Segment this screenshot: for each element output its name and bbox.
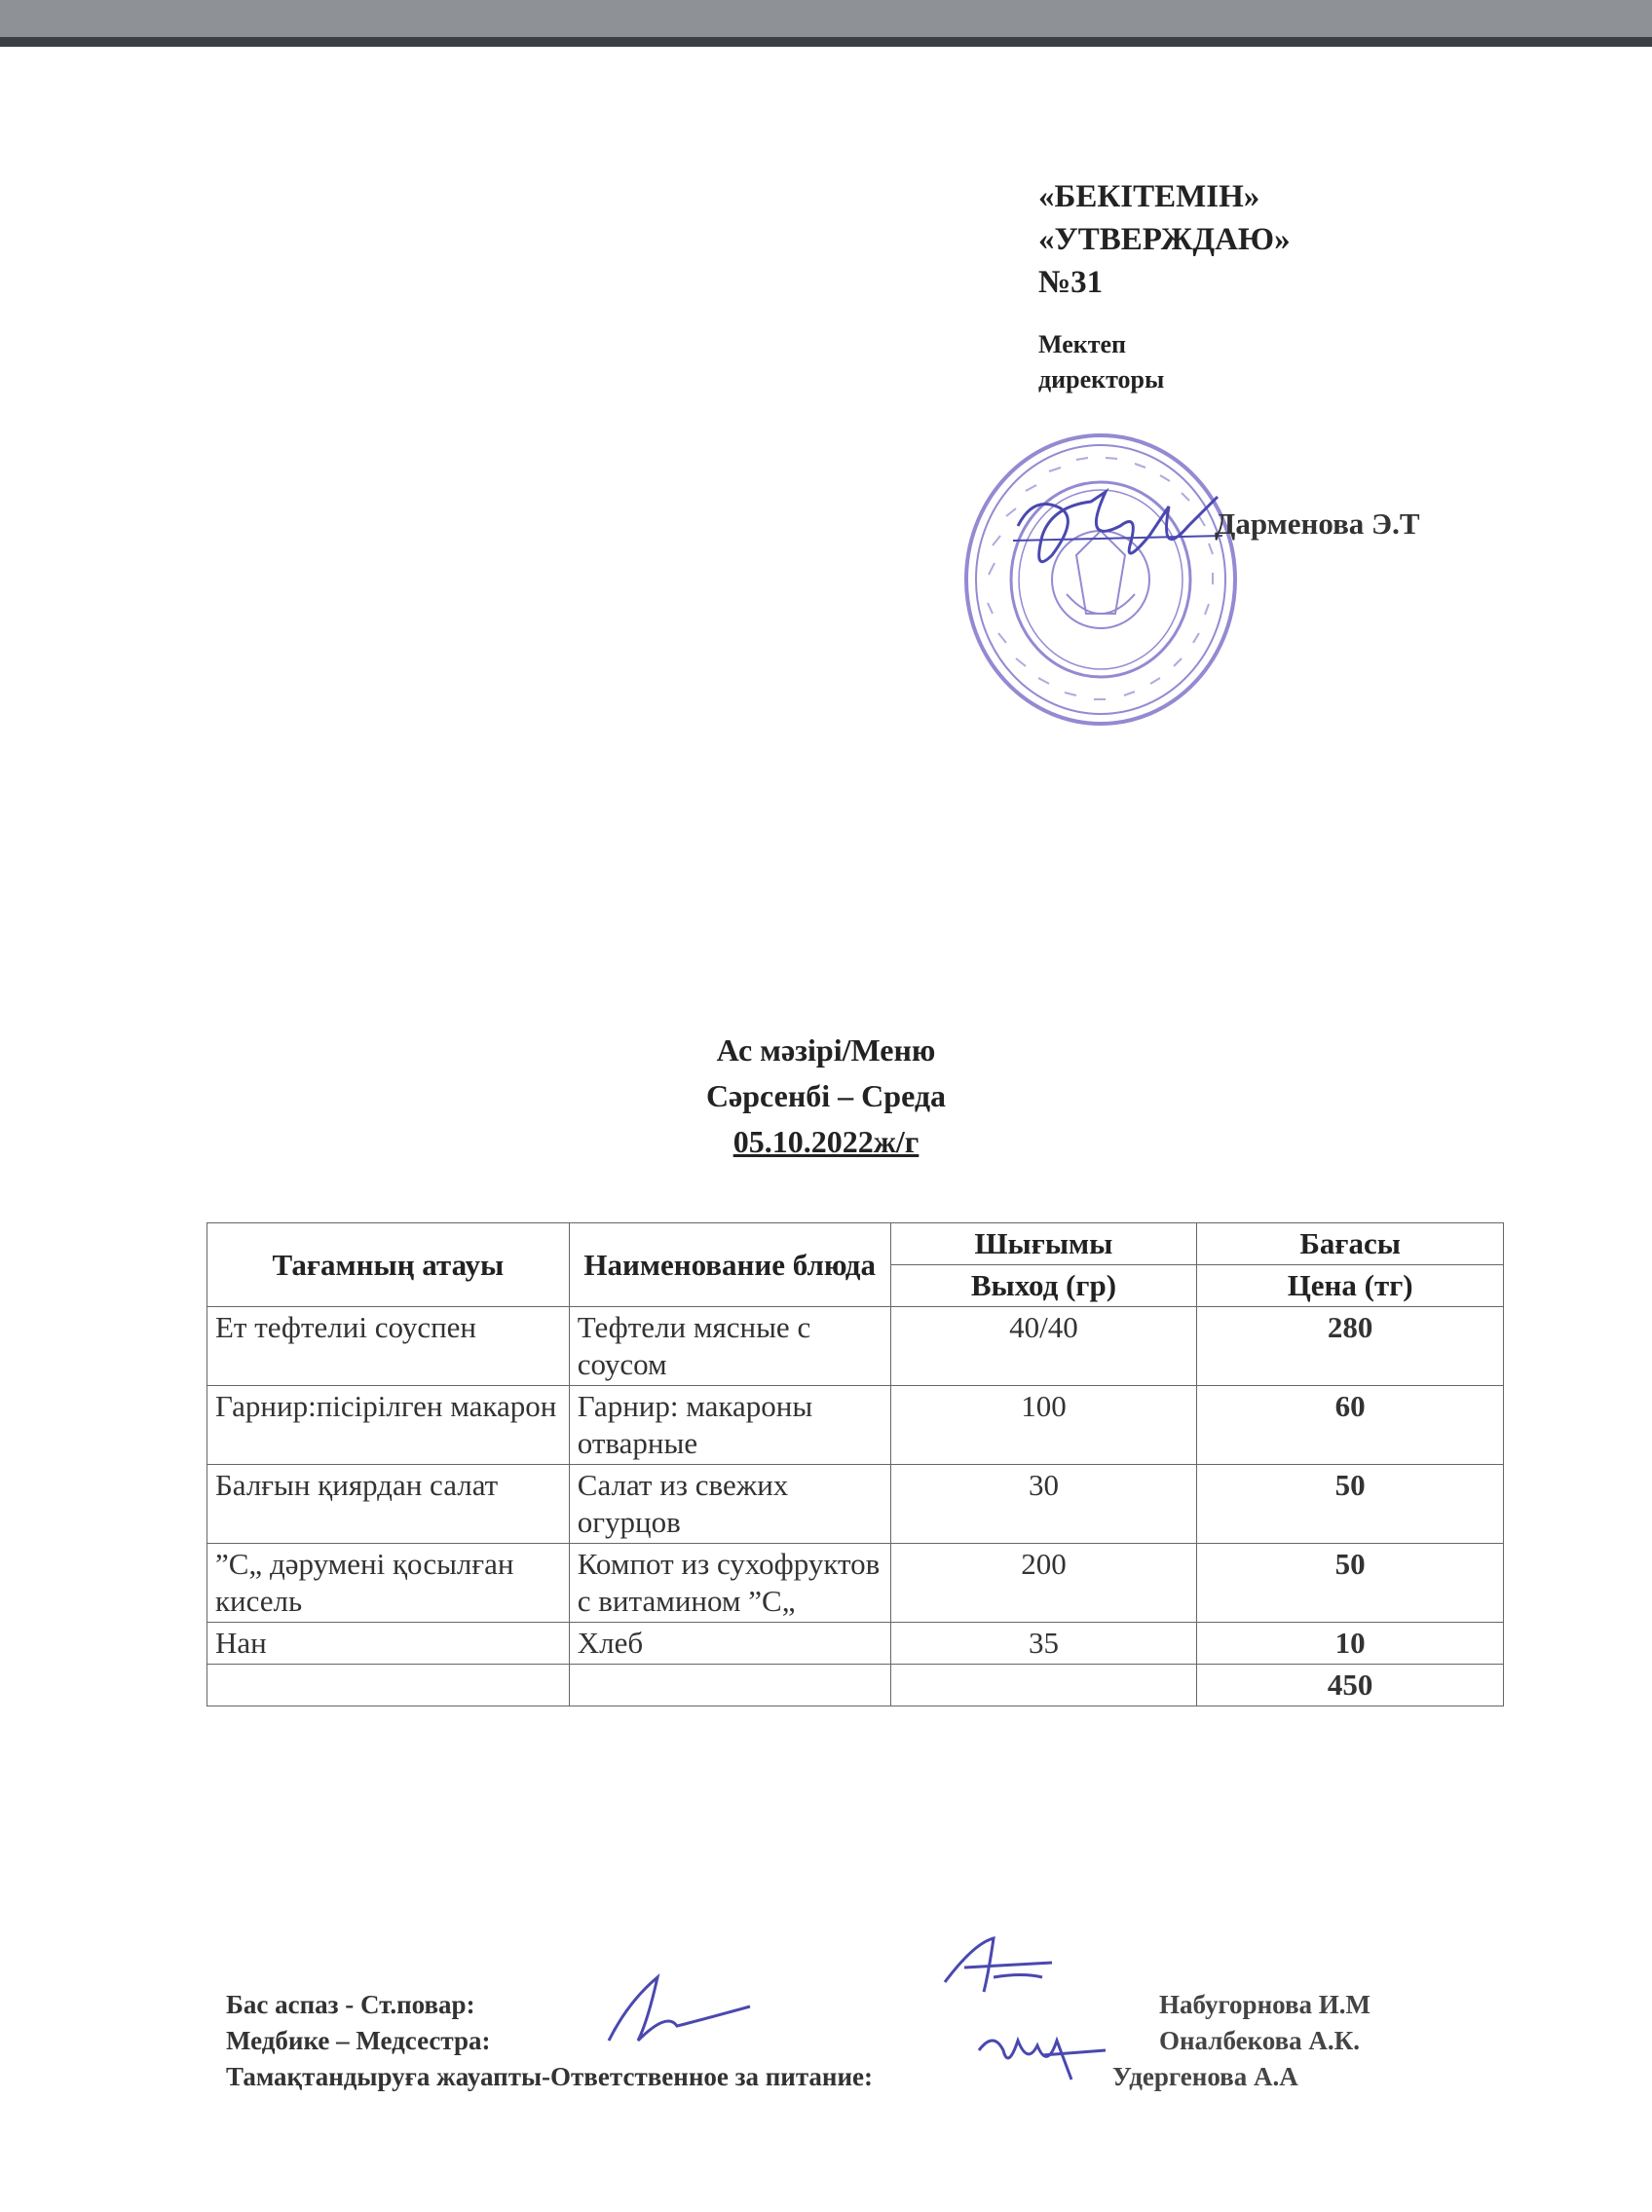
dish-output: 40/40 (890, 1307, 1197, 1386)
scan-top-edge (0, 0, 1652, 37)
director-signature (1013, 468, 1227, 584)
approval-director-label: директоры (1038, 365, 1165, 394)
scan-top-edge-shadow (0, 37, 1652, 47)
nurse-signature (599, 1972, 755, 2050)
dish-price: 10 (1197, 1623, 1504, 1665)
table-total-row (207, 1665, 1504, 1706)
table-row (207, 1544, 1504, 1623)
dish-output: 35 (890, 1623, 1197, 1665)
menu-title-block (0, 1028, 1652, 1165)
dish-name-ru: Тефтели мясные с соусом (569, 1307, 890, 1386)
name-nurse: Оналбекова А.К. (1159, 2026, 1361, 2055)
dish-name-kz: Гарнир:пісірілген макарон (207, 1386, 570, 1465)
dish-name-kz: Нан (207, 1623, 570, 1665)
dish-name-kz: Балғын қиярдан салат (207, 1465, 570, 1544)
dish-name-kz: ”С„ дәрумені қосылған кисель (207, 1544, 570, 1623)
menu-table (206, 1222, 1504, 1706)
approval-block (1038, 175, 1291, 397)
header-name-kz: Тағамның атауы (207, 1223, 570, 1307)
header-output-kz: Шығымы (890, 1223, 1197, 1265)
approval-line-1: «БЕКІТЕМІН» (1038, 179, 1260, 214)
role-head-cook: Бас аспаз - Ст.повар: (226, 1990, 475, 2019)
dish-name-ru: Салат из свежих огурцов (569, 1465, 890, 1544)
dish-name-ru: Гарнир: макароны отварные (569, 1386, 890, 1465)
menu-date: 05.10.2022ж/г (732, 1124, 920, 1159)
dish-price: 50 (1197, 1465, 1504, 1544)
header-price-kz: Бағасы (1197, 1223, 1504, 1265)
dish-output: 100 (890, 1386, 1197, 1465)
header-price-ru: Цена (тг) (1197, 1265, 1504, 1307)
dish-output: 30 (890, 1465, 1197, 1544)
dish-name-ru: Компот из сухофруктов с витамином ”С„ (569, 1544, 890, 1623)
role-nurse: Медбике – Медсестра: (226, 2026, 491, 2055)
header-name-ru: Наименование блюда (569, 1223, 890, 1307)
approval-line-2: «УТВЕРЖДАЮ» (1038, 222, 1291, 257)
footer-roles (226, 1987, 873, 2095)
nutrition-responsible-signature (974, 2021, 1110, 2089)
total-empty-cell (569, 1665, 890, 1706)
table-row (207, 1307, 1504, 1386)
dish-price: 280 (1197, 1307, 1504, 1386)
dish-name-ru: Хлеб (569, 1623, 890, 1665)
total-empty-cell (207, 1665, 570, 1706)
table-row (207, 1465, 1504, 1544)
head-cook-signature (935, 1933, 1062, 2011)
table-row (207, 1623, 1504, 1665)
table-header-row (207, 1223, 1504, 1265)
name-head-cook: Набугорнова И.М (1159, 1990, 1371, 2019)
dish-price: 60 (1197, 1386, 1504, 1465)
dish-name-kz: Ет тефтелиі соуспен (207, 1307, 570, 1386)
total-price: 450 (1197, 1665, 1504, 1706)
approval-number: №31 (1038, 265, 1104, 300)
role-nutrition-responsible: Тамақтандыруға жауапты-Ответственное за питание: (226, 2062, 874, 2091)
table-row (207, 1386, 1504, 1465)
header-output-ru: Выход (гр) (890, 1265, 1197, 1307)
dish-price: 50 (1197, 1544, 1504, 1623)
total-empty-cell (890, 1665, 1197, 1706)
footer-names (1112, 1987, 1371, 2095)
dish-output: 200 (890, 1544, 1197, 1623)
name-nutrition-responsible: Удергенова А.А (1112, 2062, 1298, 2091)
menu-title: Ас мәзірі/Меню (716, 1032, 936, 1068)
menu-day: Сәрсенбі – Среда (705, 1078, 947, 1113)
approval-school-label: Мектеп (1038, 330, 1127, 358)
director-name: Дарменова Э.Т (1215, 506, 1420, 541)
